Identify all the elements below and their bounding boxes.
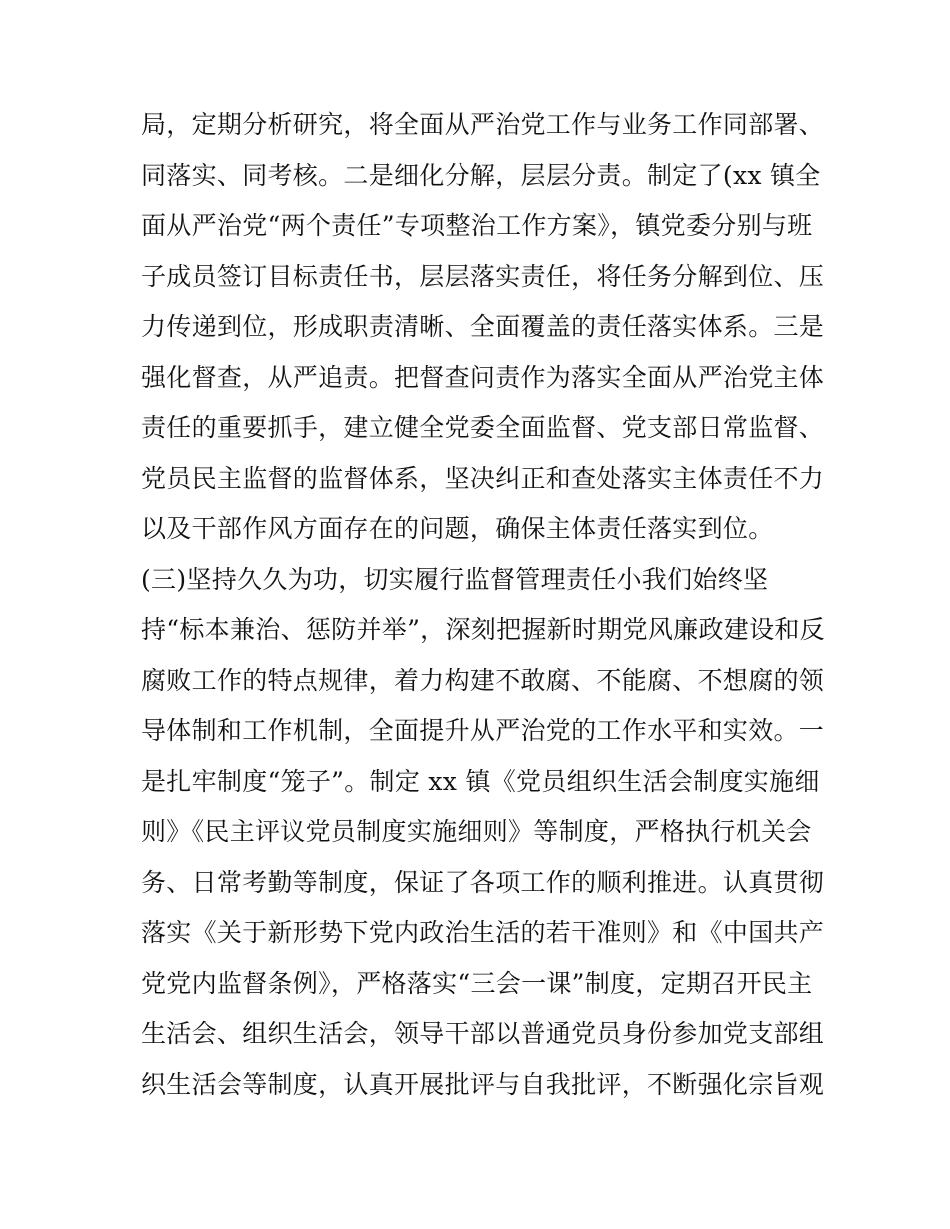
text-line: 力传递到位，形成职责清晰、全面覆盖的责任落实体系。三是 <box>141 312 825 341</box>
text-line: 导体制和工作机制，全面提升从严治党的工作水平和实效。一 <box>141 716 825 745</box>
body-text <box>141 100 841 1110</box>
text-line: 党党内监督条例》，严格落实“三会一课”制度，定期召开民主 <box>141 968 813 998</box>
text-line: 局，定期分析研究，将全面从严治党工作与业务工作同部署、 <box>141 110 825 139</box>
text-line: 落实《关于新形势下党内政治生活的若干准则》和《中国共产 <box>141 918 825 947</box>
section-heading-line: (三)坚持久久为功，切实履行监督管理责任小我们始终坚 <box>141 564 769 594</box>
text-line: 务、日常考勤等制度，保证了各项工作的顺利推进。认真贯彻 <box>141 867 825 897</box>
text-line: 党员民主监督的监督体系，坚决纠正和查处落实主体责任不力 <box>141 463 825 493</box>
text-line: 面从严治党“两个责任”专项整治工作方案》，镇党委分别与班 <box>141 211 813 240</box>
text-line: 生活会、组织生活会，领导干部以普通党员身份参加党支部组 <box>141 1019 825 1048</box>
text-line: 强化督查，从严追责。把督查问责作为落实全面从严治党主体 <box>141 362 825 392</box>
text-line: 同落实、同考核。二是细化分解，层层分责。制定了(xx 镇全 <box>141 160 821 190</box>
text-line: 是扎牢制度“笼子”。制定 xx 镇《党员组织生活会制度实施细 <box>141 766 820 796</box>
text-line: 持“标本兼治、惩防并举”，深刻把握新时期党风廉政建设和反 <box>141 615 825 644</box>
text-line: 则》《民主评议党员制度实施细则》等制度，严格执行机关会 <box>141 817 812 846</box>
text-line: 子成员签订目标责任书，层层落实责任，将任务分解到位、压 <box>141 261 825 291</box>
text-line: 责任的重要抓手，建立健全党委全面监督、党支部日常监督、 <box>141 413 825 442</box>
text-line: 腐败工作的特点规律，着力构建不敢腐、不能腐、不想腐的领 <box>141 665 825 695</box>
text-line: 以及干部作风方面存在的问题，确保主体责任落实到位。 <box>141 514 774 543</box>
text-line: 织生活会等制度，认真开展批评与自我批评，不断强化宗旨观 <box>141 1069 825 1099</box>
